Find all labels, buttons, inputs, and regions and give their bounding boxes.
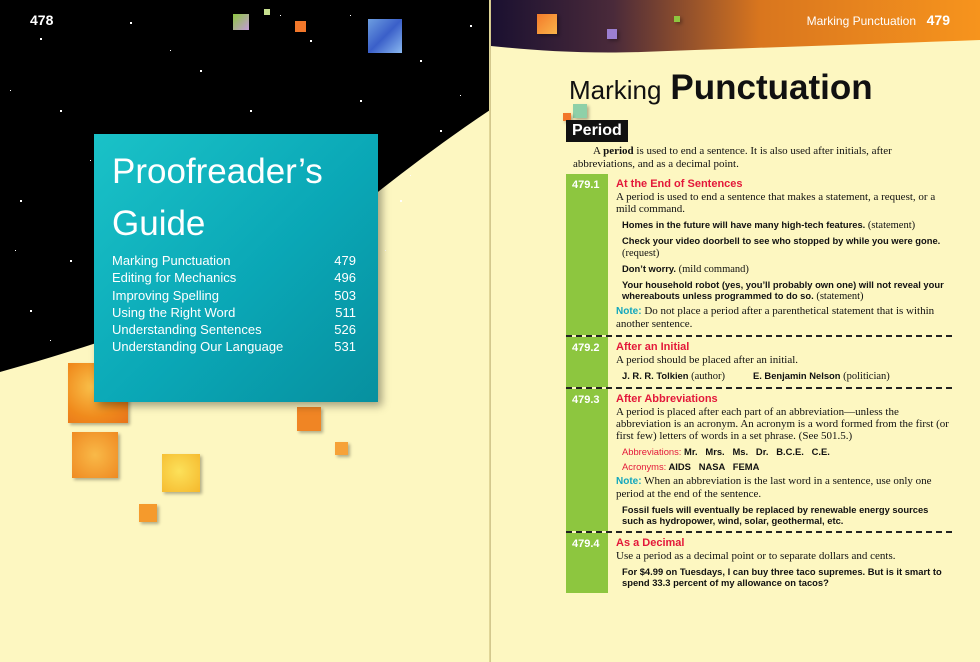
toc-entry-title: Using the Right Word bbox=[112, 304, 236, 320]
decor-square bbox=[139, 504, 157, 522]
example bbox=[622, 235, 952, 259]
rule-heading: As a Decimal bbox=[616, 537, 685, 549]
header-band bbox=[491, 0, 980, 70]
rule-text: A period is placed after each part of an abbreviation—unless the abbreviation is an acronym. An acronym is a word formed from the first (or first few) letters of words in a set phrase. (See 501.5.) bbox=[616, 406, 949, 442]
toc-entry-page: 479 bbox=[334, 253, 356, 268]
toc-entry[interactable] bbox=[112, 321, 356, 338]
rule-entry bbox=[566, 337, 952, 389]
toc-entry-page: 531 bbox=[334, 339, 356, 355]
rule-number: 479.3 bbox=[566, 389, 608, 531]
example bbox=[622, 279, 952, 302]
section-intro bbox=[573, 145, 933, 171]
example-sentence: For $4.99 on Tuesdays, I can buy three taco supremes. But is it smart to spend 33.3 percent of my allowance on tacos? bbox=[622, 566, 942, 588]
rule-body bbox=[608, 533, 952, 593]
rule-note bbox=[616, 475, 952, 500]
example-name: E. Benjamin Nelson bbox=[752, 370, 841, 381]
decor-square bbox=[537, 14, 557, 34]
example-sentence: Fossil fuels will eventually be replaced by renewable energy sources such as hydropower, wind, solar, geothermal, etc. bbox=[622, 504, 929, 526]
example bbox=[622, 219, 952, 231]
running-head: Marking Punctuation bbox=[806, 14, 916, 28]
chapter-title bbox=[569, 68, 873, 108]
page-number: 479 bbox=[926, 12, 950, 28]
example-type: (request) bbox=[622, 248, 660, 259]
rule-text: Use a period as a decimal point or to separate dollars and cents. bbox=[616, 550, 896, 562]
example-sentence: Don’t worry. bbox=[622, 263, 676, 274]
table-of-contents bbox=[112, 252, 356, 356]
decor-square bbox=[607, 29, 617, 39]
rule-number: 479.1 bbox=[566, 174, 608, 335]
decor-square bbox=[297, 407, 321, 431]
chapter-title-part1: Marking bbox=[569, 75, 662, 105]
example-type: (statement) bbox=[813, 291, 864, 302]
rule-heading: After Abbreviations bbox=[616, 393, 718, 405]
toc-entry-page: 511 bbox=[335, 304, 356, 320]
example-sentence: Check your video doorbell to see who stopped by while you were gone. bbox=[622, 235, 941, 246]
decor-square bbox=[233, 14, 249, 30]
guide-title-line2: Guide bbox=[112, 204, 206, 243]
toc-entry-title: Understanding Our Language bbox=[112, 339, 284, 355]
toc-entry[interactable] bbox=[112, 269, 356, 286]
example-name: J. R. R. Tolkien bbox=[622, 370, 689, 381]
rule-entry bbox=[566, 389, 952, 533]
chapter-title-part2: Punctuation bbox=[670, 68, 873, 107]
abbreviation-examples bbox=[622, 446, 952, 457]
acronym-examples bbox=[622, 461, 952, 472]
decor-square bbox=[295, 21, 306, 32]
page-number: 478 bbox=[30, 12, 54, 28]
intro-text: A bbox=[593, 145, 604, 157]
proofreaders-guide-panel bbox=[94, 134, 378, 402]
rule-body bbox=[608, 174, 952, 335]
toc-entry[interactable] bbox=[112, 287, 356, 304]
toc-entry-title: Improving Spelling bbox=[112, 287, 219, 303]
note-label: Note: bbox=[616, 306, 642, 317]
toc-entry-title: Editing for Mechanics bbox=[112, 270, 237, 286]
example bbox=[622, 566, 952, 588]
toc-entry[interactable] bbox=[112, 304, 356, 321]
rule-entry bbox=[566, 174, 952, 337]
example bbox=[622, 370, 952, 382]
note-text: When an abbreviation is the last word in a sentence, use only one period at the end of the sentence. bbox=[616, 475, 932, 500]
intro-text: is used to end a sentence. It is also used after initials, after abbreviations, and as a decimal point. bbox=[573, 145, 892, 170]
note-text: Do not place a period after a parenthetical statement that is within another sentence. bbox=[616, 305, 935, 330]
rule-body bbox=[608, 337, 952, 387]
example-type: (mild command) bbox=[676, 264, 749, 275]
toc-entry[interactable] bbox=[112, 252, 356, 269]
rule-heading: At the End of Sentences bbox=[616, 178, 743, 190]
rule-text: A period should be placed after an initial. bbox=[616, 354, 799, 366]
abbreviations-label: Abbreviations: bbox=[622, 446, 682, 457]
acronyms-label: Acronyms: bbox=[622, 461, 667, 472]
rule-heading: After an Initial bbox=[616, 341, 690, 353]
toc-entry-title: Understanding Sentences bbox=[112, 322, 262, 338]
section-tab: Period bbox=[566, 120, 628, 142]
right-page bbox=[491, 0, 980, 662]
decor-square bbox=[368, 19, 402, 53]
toc-entry-title: Marking Punctuation bbox=[112, 253, 231, 268]
example bbox=[622, 263, 952, 275]
guide-title bbox=[112, 146, 372, 250]
rule-number: 479.4 bbox=[566, 533, 608, 593]
rule-entry bbox=[566, 533, 952, 593]
example-sentence: Your household robot (yes, you’ll probably own one) will not reveal your whereabouts unless programmed to do so. bbox=[622, 279, 944, 301]
example-type: (statement) bbox=[865, 220, 916, 231]
example-type: (politician) bbox=[840, 371, 890, 382]
intro-term: period bbox=[603, 145, 634, 157]
abbreviations-list: Mr. Mrs. Ms. Dr. B.C.E. C.E. bbox=[681, 446, 830, 457]
rule-list bbox=[566, 174, 952, 593]
decor-square bbox=[162, 454, 200, 492]
rule-body bbox=[608, 389, 952, 531]
decor-square bbox=[264, 9, 270, 15]
decor-square bbox=[674, 16, 680, 22]
toc-entry-page: 526 bbox=[334, 322, 356, 338]
rule-text: A period is used to end a sentence that makes a statement, a request, or a mild command. bbox=[616, 191, 936, 215]
note-label: Note: bbox=[616, 476, 642, 487]
example-sentence: Homes in the future will have many high-tech features. bbox=[622, 219, 866, 230]
rule-note bbox=[616, 305, 952, 330]
toc-entry-page: 503 bbox=[334, 287, 356, 303]
toc-entry[interactable] bbox=[112, 338, 356, 355]
decor-square bbox=[72, 432, 118, 478]
example-type: (author) bbox=[688, 371, 725, 382]
acronyms-list: AIDS NASA FEMA bbox=[666, 461, 760, 472]
rule-number: 479.2 bbox=[566, 337, 608, 387]
toc-entry-page: 496 bbox=[334, 270, 356, 286]
example bbox=[622, 504, 952, 526]
guide-title-line1: Proofreader’s bbox=[112, 152, 323, 191]
decor-square bbox=[335, 442, 348, 455]
